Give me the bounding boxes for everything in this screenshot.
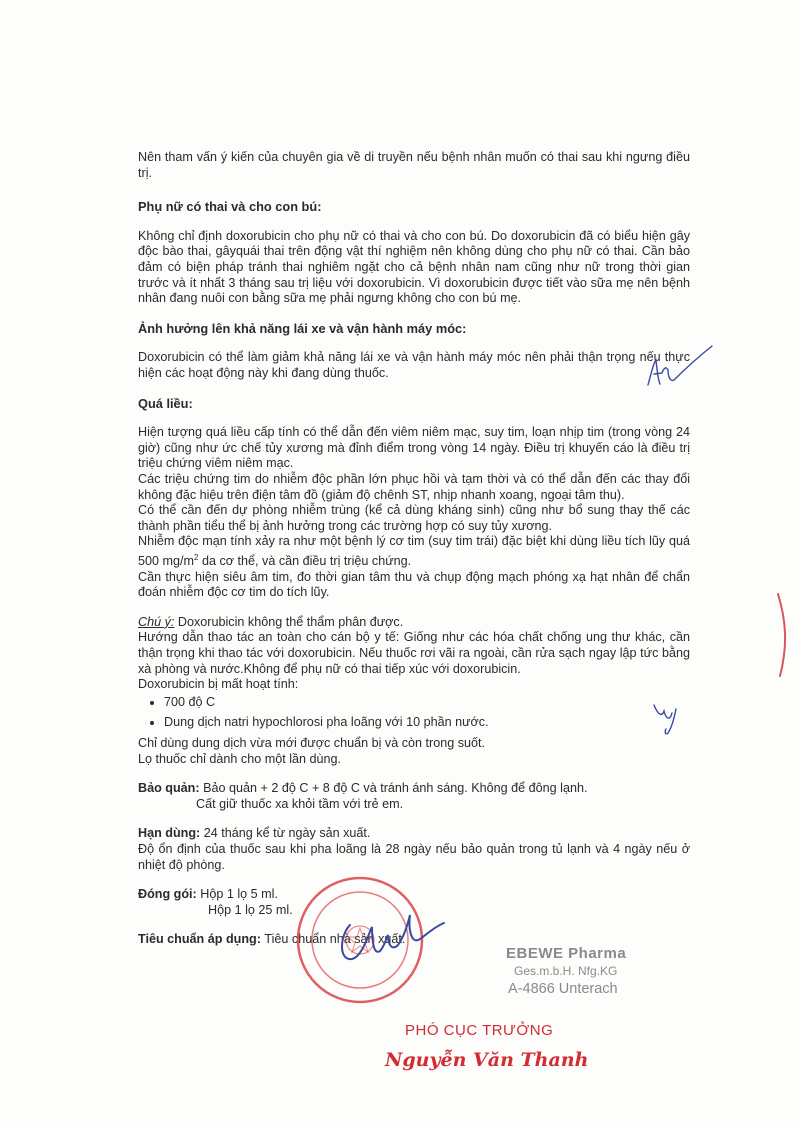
official-signature-block: [385, 1022, 588, 1071]
inactivation-list: [138, 695, 690, 731]
overdose-heading: Quá liều:: [138, 395, 193, 411]
document-body: [138, 150, 690, 948]
note-line: [138, 615, 690, 631]
pregnancy-paragraph: Không chỉ định doxorubicin cho phụ nữ có thai và cho con bú. Do doxorubicin đã có biểu hiện gây độc bào thai, gâyquái thai trên động vật thí nghiệm nên không dùng cho phụ nữ có thai. Cần bảo đảm có biện pháp tránh thai nghiêm ngặt cho cả bệnh nhân nam cũng như nữ trong thời gian trước và ít nhất 3 tháng sau trị liệu với doxorubicin. Vì doxorubicin được tiết vào sữa mẹ nên bệnh nhân đang nuôi con bằng sữa mẹ phải ngưng không cho con bú mẹ.: [138, 228, 690, 306]
driving-paragraph: Doxorubicin có thể làm giảm khả năng lái xe và vận hành máy móc nên phải thận trọng nếu thực hiện các hoạt động này khi đang dùng thuốc.: [138, 350, 690, 380]
packaging-line-2: Hộp 1 lọ 25 ml.: [208, 902, 293, 917]
company-legal-form: Ges.m.b.H. Nfg.KG: [514, 964, 618, 978]
overdose-paragraph-5: Cần thực hiện siêu âm tim, đo thời gian tâm thu và chụp động mạch phóng xạ hạt nhân để chẩn đoán nhiễm độc cơ tim do tích lũy.: [138, 569, 690, 600]
overdose-p4-superscript: 2: [194, 552, 199, 562]
note-label: Chú ý:: [138, 614, 175, 629]
pregnancy-heading: Phụ nữ có thai và cho con bú:: [138, 199, 322, 215]
overdose-p4-part-b: da cơ thể, và cần điều trị triệu chứng.: [198, 554, 412, 569]
packaging-label: Đóng gói:: [138, 887, 201, 902]
inactivation-intro: Doxorubicin bị mất hoạt tính:: [138, 677, 299, 692]
overdose-paragraph-4: [138, 534, 690, 569]
edge-red-mark: [772, 590, 792, 680]
note-text: Doxorubicin không thể thẩm phân được.: [174, 614, 404, 629]
expiry-label: Hạn dùng:: [138, 826, 204, 841]
driving-heading: Ảnh hưởng lên khả năng lái xe và vận hành máy móc:: [138, 320, 467, 336]
single-use-note: Lọ thuốc chỉ dành cho một lần dùng.: [138, 751, 342, 766]
expiry-line-1: 24 tháng kể từ ngày sản xuất.: [203, 826, 371, 841]
overdose-paragraph-3: Có thể cần đến dự phòng nhiễm trùng (kể cả dùng kháng sinh) cũng như bổ sung thay thế các thành phần tiểu thể bị ảnh hưởng trong các trường hợp có suy tủy xương.: [138, 503, 690, 533]
overdose-p4-part-a: Nhiễm độc mạn tính xảy ra như một bệnh lý cơ tim (suy tim trái) đặc biệt khi dùng liều tích lũy quá 500 mg/m: [138, 534, 690, 569]
standard-value: Tiêu chuẩn nhà sản xuất.: [264, 932, 406, 947]
storage-label: Bảo quản:: [138, 781, 204, 796]
fresh-solution-note: Chỉ dùng dung dịch vừa mới được chuẩn bị và còn trong suốt.: [138, 736, 486, 750]
storage-line-1: Bảo quản + 2 độ C + 8 độ C và tránh ánh sáng. Không để đông lạnh.: [203, 781, 588, 796]
expiry-line-2: Độ ổn định của thuốc sau khi pha loãng là 28 ngày nếu bảo quản trong tủ lạnh và 4 ngày nếu ở nhiệt độ phòng.: [138, 841, 690, 872]
overdose-paragraph-2: Các triệu chứng tim do nhiễm độc phần lớn phục hồi và tạm thời và có thể dẫn đến các thay đổi không đặc hiệu trên điện tâm đồ (giảm độ chênh ST, nhịp nhanh xoang, ngoại tâm thu).: [138, 471, 690, 502]
company-name: EBEWE Pharma: [506, 945, 627, 962]
standard-label: Tiêu chuẩn áp dụng:: [138, 932, 265, 947]
intro-paragraph: Nên tham vấn ý kiến của chuyên gia về di truyền nếu bệnh nhân muốn có thai sau khi ngưng điều trị.: [138, 150, 690, 180]
official-title: PHÓ CỤC TRƯỞNG: [405, 1022, 554, 1039]
packaging-line-1: Hộp 1 lọ 5 ml.: [200, 887, 278, 902]
expiry-section: [138, 826, 690, 842]
company-address: A-4866 Unterach: [508, 981, 618, 997]
list-item: • Dung dịch natri hypochlorosi pha loãng với 10 phần nước.: [164, 715, 690, 731]
storage-section: [138, 781, 690, 797]
official-name: Nguyễn Văn Thanh: [385, 1049, 589, 1071]
handling-guidance: Hướng dẫn thao tác an toàn cho cán bộ y tế: Giống như các hóa chất chống ung thư khác, cần thận trọng khi thao tác với doxorubicin. Nếu thuốc rơi vãi ra ngoài, cần rửa sạch ngay lập tức bằng xà phòng và nước.Không để phụ nữ có thai tiếp xúc với doxorubicin.: [138, 630, 690, 676]
official-round-stamp: [280, 865, 450, 1015]
margin-initial-mark-2: [648, 695, 688, 740]
margin-initial-mark: [640, 340, 720, 400]
storage-line-2: Cất giữ thuốc xa khỏi tầm với trẻ em.: [196, 796, 404, 811]
overdose-paragraph-1: Hiện tượng quá liều cấp tính có thể dẫn đến viêm niêm mạc, suy tim, loạn nhịp tim (trong vòng 24 giờ) cũng như ức chế tủy xương mà đỉnh điểm trong vòng 14 ngày. Điều trị khuyến cáo là điều trị triệu chứng viêm niêm mạc.: [138, 425, 690, 471]
list-item: • 700 độ C: [164, 695, 690, 711]
company-stamp: [500, 945, 660, 997]
